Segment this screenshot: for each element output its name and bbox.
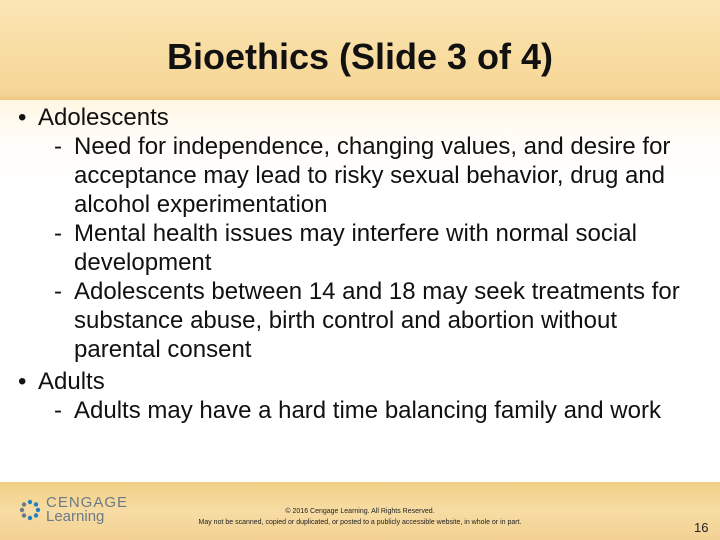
- logo-text-bottom: Learning: [46, 508, 105, 525]
- bullet-mark: •: [18, 104, 27, 131]
- sub-text: Need for independence, changing values, and desire for acceptance may lead to risky sexual behavior, drug and alcohol experimentation: [74, 133, 671, 218]
- sub-text: Adults may have a hard time balancing family and work: [74, 397, 661, 424]
- copyright-line: © 2016 Cengage Learning. All Rights Reserved.: [285, 508, 435, 515]
- bullet-item: [18, 367, 708, 396]
- bullet-mark: •: [18, 368, 27, 395]
- sub-item: [38, 219, 708, 277]
- sub-mark: -: [54, 133, 62, 160]
- sub-item: [38, 396, 708, 425]
- bullet-item: [18, 103, 708, 132]
- sub-item: [38, 277, 708, 364]
- page-number: 16: [694, 520, 709, 535]
- slide-content: [18, 100, 708, 425]
- sub-mark: -: [54, 278, 62, 305]
- cengage-logo-icon: [18, 498, 42, 522]
- logo-text-top: CENGAGE: [46, 494, 129, 511]
- sub-text: Adolescents between 14 and 18 may seek treatments for substance abuse, birth control and abortion without parental consent: [74, 278, 680, 363]
- sub-item: [38, 132, 708, 219]
- sub-mark: -: [54, 220, 62, 247]
- slide-title: Bioethics (Slide 3 of 4): [166, 36, 554, 77]
- sub-text: Mental health issues may interfere with normal social development: [74, 220, 637, 276]
- bullet-text: Adolescents: [38, 104, 169, 131]
- copyright-notice: [150, 506, 570, 528]
- sub-mark: -: [54, 397, 62, 424]
- bullet-text: Adults: [38, 368, 105, 395]
- cengage-logo: [18, 496, 128, 524]
- copyright-line: May not be scanned, copied or duplicated, or posted to a publicly accessible website, in whole or in part.: [198, 519, 522, 526]
